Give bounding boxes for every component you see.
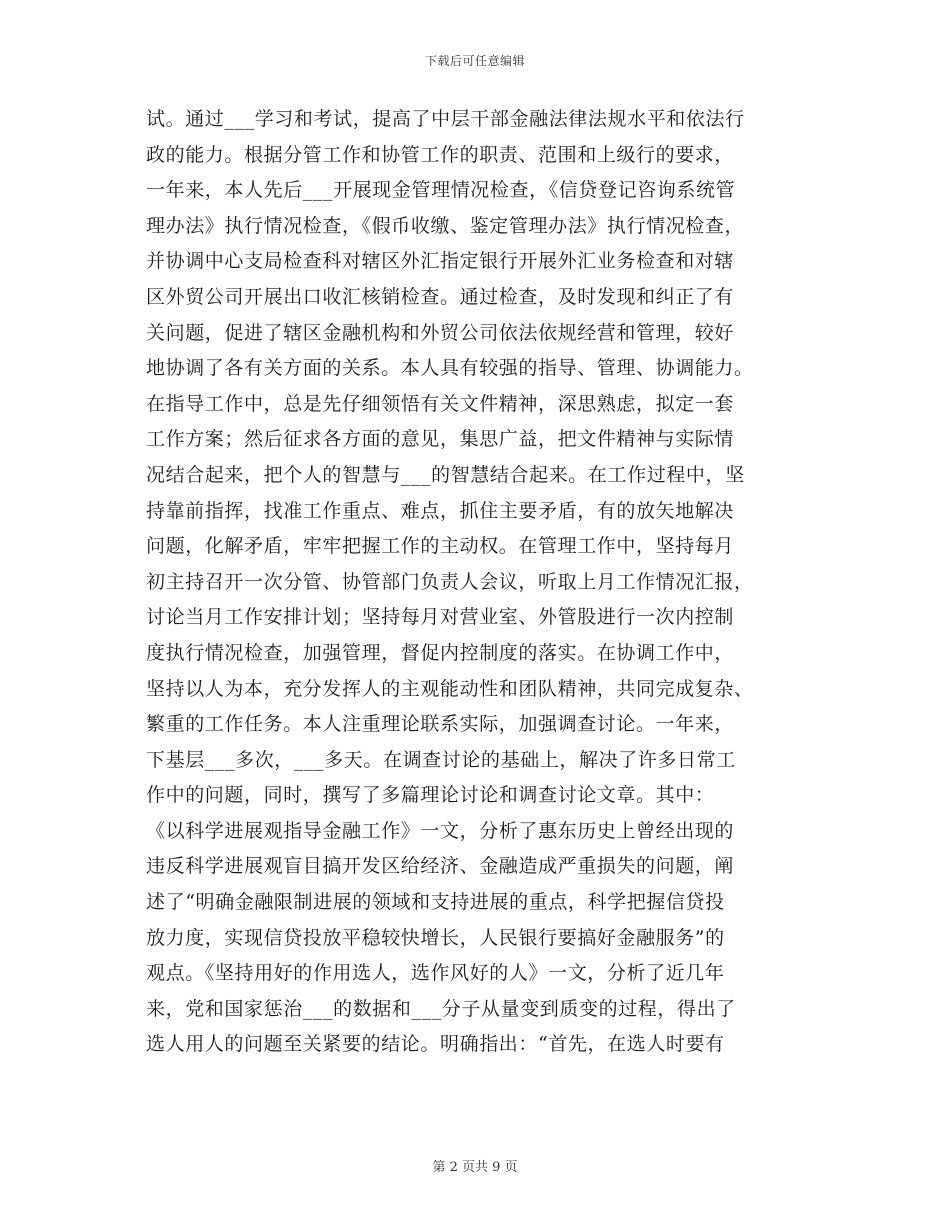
body-line-6: 区外贸公司开展出口收汇核销检查。通过检查，及时发现和纠正了有 xyxy=(146,285,735,308)
body-line-9: 在指导工作中，总是先仔细领悟有关文件精神，深思熟虑，拟定一套 xyxy=(146,392,735,415)
body-line-26: 来，党和国家惩治___的数据和___分子从量变到质变的过程，得出了 xyxy=(146,997,736,1020)
body-line-5: 并协调中心支局检查科对辖区外汇指定银行开展外汇业务检查和对辖 xyxy=(146,250,735,273)
body-line-3: 一年来，本人先后___开展现金管理情况检查，《信贷登记咨询系统管 xyxy=(146,179,736,202)
body-line-10: 工作方案；然后征求各方面的意见，集思广益，把文件精神与实际情 xyxy=(146,428,735,451)
body-line-13: 问题，化解矛盾，牢牢把握工作的主动权。在管理工作中，坚持每月 xyxy=(146,535,735,558)
body-line-7: 关问题，促进了辖区金融机构和外贸公司依法依规经营和管理，较好 xyxy=(146,321,735,344)
body-line-20: 作中的问题，同时，撰写了多篇理论讨论和调查讨论文章。其中： xyxy=(146,784,715,807)
body-line-8: 地协调了各有关方面的关系。本人具有较强的指导、管理、协调能力。 xyxy=(146,357,754,380)
body-line-27: 选人用人的问题至关紧要的结论。明确指出：“首先，在选人时要有 xyxy=(146,1033,725,1056)
document-body xyxy=(146,102,806,1063)
body-line-2: 政的能力。根据分管工作和协管工作的职责、范围和上级行的要求， xyxy=(146,143,735,166)
body-line-12: 持靠前指挥，找准工作重点、难点，抓住主要矛盾，有的放矢地解决 xyxy=(146,499,735,522)
body-line-1: 试。通过___学习和考试，提高了中层干部金融法律法规水平和依法行 xyxy=(146,108,745,130)
body-line-16: 度执行情况检查，加强管理，督促内控制度的落实。在协调工作中， xyxy=(146,641,735,664)
page-header-note: 下载后可任意编辑 xyxy=(424,54,525,68)
page-number-footer: 第 2 页共 9 页 xyxy=(432,1160,518,1175)
body-line-18: 繁重的工作任务。本人注重理论联系实际，加强调查讨论。一年来， xyxy=(146,713,735,736)
body-line-21: 《以科学进展观指导金融工作》一文，分析了惠东历史上曾经出现的 xyxy=(146,819,735,842)
body-line-4: 理办法》执行情况检查，《假币收缴、鉴定管理办法》执行情况检查， xyxy=(146,214,745,237)
body-line-14: 初主持召开一次分管、协管部门负责人会议，听取上月工作情况汇报， xyxy=(146,570,754,593)
body-line-15: 讨论当月工作安排计划；坚持每月对营业室、外管股进行一次内控制 xyxy=(146,606,735,629)
body-line-24: 放力度，实现信贷投放平稳较快增长，人民银行要搞好金融服务”的 xyxy=(146,926,725,949)
body-line-11: 况结合起来，把个人的智慧与___的智慧结合起来。在工作过程中，坚 xyxy=(146,463,745,486)
body-line-17: 坚持以人为本，充分发挥人的主观能动性和团队精神，共同完成复杂、 xyxy=(146,677,754,700)
body-line-19: 下基层___多次，___多天。在调查讨论的基础上，解决了许多日常工 xyxy=(146,748,736,771)
body-line-23: 述了“明确金融限制进展的领域和支持进展的重点，科学把握信贷投 xyxy=(146,891,725,914)
body-line-22: 违反科学进展观盲目搞开发区给经济、金融造成严重损失的问题，阐 xyxy=(146,855,735,878)
body-line-25: 观点。《坚持用好的作用选人，选作风好的人》一文，分析了近几年 xyxy=(146,962,725,985)
